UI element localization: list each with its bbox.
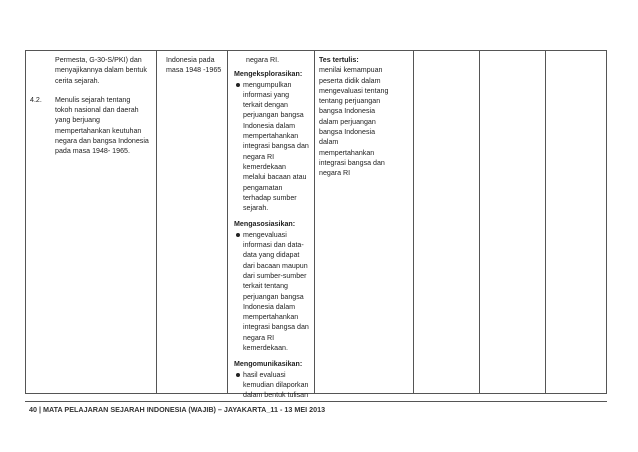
column-divider (479, 51, 480, 393)
text-line: menyajikannya dalam bentuk (55, 66, 147, 75)
text-line: kemudian dilaporkan (243, 380, 309, 389)
text-line: perjuangan bangsa (243, 292, 304, 301)
text-line: terhadap sumber (243, 193, 297, 202)
competency-number: 4.2. (30, 95, 42, 104)
text-line: peserta didik dalam (319, 76, 381, 85)
competency-item (30, 95, 154, 157)
section-heading-associate: Mengasosiasikan: (234, 220, 296, 229)
material-cell (166, 55, 226, 76)
text-line: negara RI (243, 333, 275, 342)
text-line: Permesta, G-30-S/PKI) dan (55, 56, 142, 64)
page-footer: 40 | MATA PELAJARAN SEJARAH INDONESIA (WAJIB) – JAYAKARTA_11 - 13 MEI 2013 (29, 405, 326, 414)
competency-cell (30, 55, 154, 157)
column-divider (156, 51, 157, 393)
text-line: Indonesia dalam (243, 302, 296, 311)
text-line: mempertahankan keutuhan (55, 126, 142, 135)
text-line: mempertahankan (243, 313, 299, 322)
text-line: integrasi bangsa dan (319, 158, 385, 167)
section-heading-explore: Mengeksplorasikan: (234, 70, 303, 79)
section-heading-communicate: Mengomunikasikan: (234, 360, 303, 369)
text-line: tokoh nasional dan daerah (55, 106, 139, 115)
text-line: mempertahankan (319, 148, 375, 157)
footer-rule (25, 401, 607, 402)
text-line: dari sumber-sumber (243, 271, 307, 280)
table-border-right (606, 51, 607, 393)
text-line: terkait dengan (243, 101, 288, 110)
text-line: dalam (319, 138, 339, 147)
text-line: integrasi bangsa dan (243, 142, 309, 151)
text-line: kemerdekaan (243, 162, 286, 171)
text-line: menilai kemampuan (319, 66, 383, 75)
text-line: informasi dan data- (243, 241, 304, 250)
text-line: Indonesia dalam (243, 121, 296, 130)
text-line: informasi yang (243, 90, 290, 99)
text-line: pada masa 1948- 1965. (55, 147, 130, 156)
text-line: bangsa Indonesia (319, 128, 376, 137)
bullet-item: mengumpulkan (234, 80, 313, 90)
text-line: negara RI. (246, 56, 280, 64)
column-divider (314, 51, 315, 393)
column-divider (227, 51, 228, 393)
text-line: perjuangan bangsa (243, 111, 304, 120)
text-line: mempertahankan (243, 132, 299, 141)
text-line: terkait tentang (243, 282, 288, 291)
text-line: dalam bentuk tulisan (243, 391, 309, 400)
text-line: Indonesia pada (166, 56, 215, 64)
text-line: Menulis sejarah tentang (55, 95, 131, 104)
text-line: dari bacaan maupun (243, 261, 308, 270)
assessment-cell (319, 55, 412, 179)
text-line: integrasi bangsa dan (243, 323, 309, 332)
text-line: dalam perjuangan (319, 117, 376, 126)
curriculum-table (25, 50, 607, 400)
column-divider (413, 51, 414, 393)
text-line: negara dan bangsa Indonesia (55, 137, 149, 146)
text-line: pengamatan (243, 183, 283, 192)
competency-continuation (30, 55, 154, 86)
text-line: tentang perjuangan (319, 97, 381, 106)
text-line: mengevaluasi tentang (319, 86, 389, 95)
bullet-item: hasil evaluasi (234, 370, 313, 380)
column-divider (545, 51, 546, 393)
table-border-left (25, 51, 26, 393)
text-line: kemerdekaan. (243, 344, 288, 353)
competency-text (55, 95, 149, 157)
text-line: cerita sejarah. (55, 76, 100, 85)
text-line: masa 1948 -1965 (166, 66, 222, 75)
text-line: data yang didapat (243, 251, 300, 260)
bullet-item: mengevaluasi (234, 230, 313, 240)
text-line: yang berjuang (55, 116, 100, 125)
text-line: bangsa Indonesia (319, 107, 376, 116)
assessment-heading: Tes tertulis: (319, 56, 359, 64)
text-line: sejarah. (243, 204, 269, 213)
text-line: negara RI (319, 169, 351, 178)
learning-cell (234, 55, 313, 401)
text-line: melalui bacaan atau (243, 173, 307, 182)
text-line: negara RI (243, 152, 275, 161)
